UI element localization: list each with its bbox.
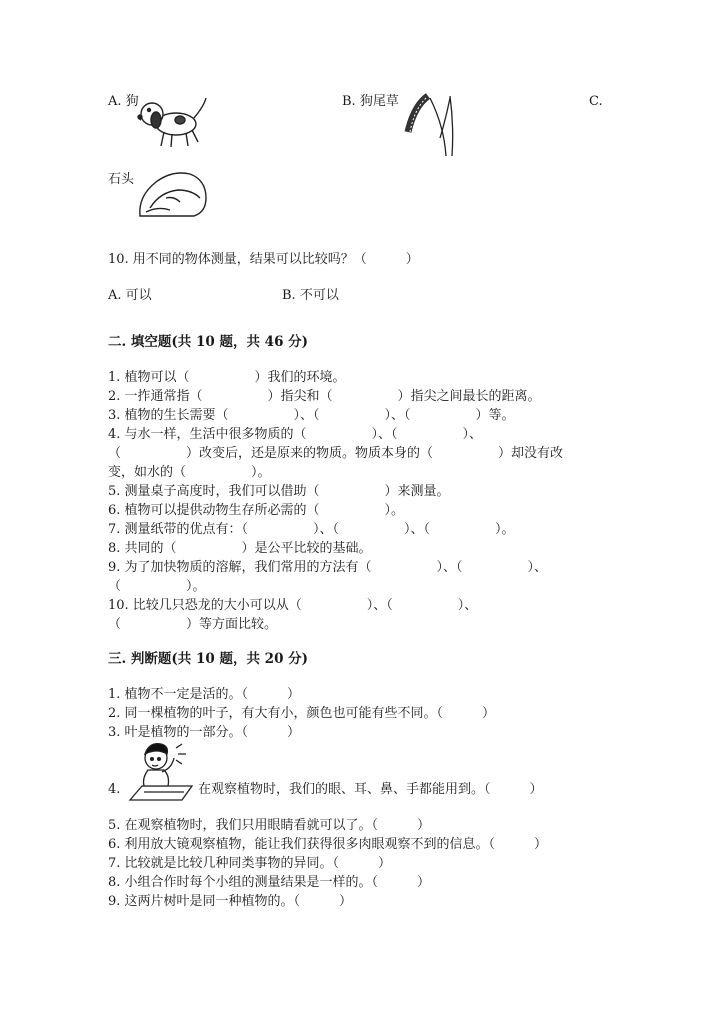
fill-line: 变，如水的（ ）。 (108, 465, 271, 480)
fill-line: （ ）。 (108, 579, 206, 594)
boy-observing-illustration (126, 742, 196, 808)
foxtail-grass-illustration (402, 90, 460, 158)
judge-line: 8. 小组合作时每个小组的测量结果是一样的。（ ） (108, 875, 431, 890)
fill-line: 5. 测量桌子高度时，我们可以借助（ ）来测量。 (108, 484, 450, 499)
option-c: C. (589, 94, 603, 109)
fill-line: 4. 与水一样，生活中很多物质的（ ）、（ ）、 (108, 427, 483, 442)
section-3-title: 三. 判断题(共 10 题，共 20 分) (108, 651, 309, 667)
fill-line: 10. 比较几只恐龙的大小可以从（ ）、（ ）、 (108, 598, 478, 613)
fill-line: 1. 植物可以（ ）我们的环境。 (108, 370, 346, 385)
stone-illustration (136, 168, 210, 222)
judge-line: 7. 比较就是比较几种同类事物的异同。（ ） (108, 856, 392, 871)
option-c-stone: 石头 (108, 172, 135, 187)
fill-line: 6. 植物可以提供动物生存所必需的（ ）。 (108, 503, 405, 518)
fill-line: （ ）改变后，还是原来的物质。物质本身的（ ）却没有改 (108, 446, 564, 461)
judge-line: 2. 同一棵植物的叶子，有大有小，颜色也可能有些不同。（ ） (108, 706, 496, 721)
fill-line: （ ）等方面比较。 (108, 617, 278, 632)
judge-line: 9. 这两片树叶是同一种植物的。（ ） (108, 894, 353, 909)
fill-line: 9. 为了加快物质的溶解，我们常用的方法有（ ）、（ ）、 (108, 560, 548, 575)
judge-q4-number: 4. (108, 782, 121, 797)
section-2-title: 二. 填空题(共 10 题，共 46 分) (108, 334, 309, 350)
judge-line: 6. 利用放大镜观察植物，能让我们获得很多肉眼观察不到的信息。（ ） (108, 837, 548, 852)
question-10-text: 10. 用不同的物体测量，结果可以比较吗？（ ） (108, 252, 419, 267)
fill-line: 2. 一拃通常指（ ）指尖和（ ）指尖之间最长的距离。 (108, 389, 541, 404)
judge-line: 3. 叶是植物的一部分。（ ） (108, 725, 301, 740)
question-10-option-b: B. 不可以 (282, 288, 339, 303)
fill-line: 3. 植物的生长需要（ ）、（ ）、（ ）等。 (108, 408, 515, 423)
option-a-dog: A. 狗 (108, 94, 139, 109)
fill-line: 7. 测量纸带的优点有：（ ）、（ ）、（ ）。 (108, 522, 515, 537)
judge-line: 5. 在观察植物时，我们只用眼睛看就可以了。（ ） (108, 818, 431, 833)
dog-illustration (136, 94, 210, 150)
fill-line: 8. 共同的（ ）是公平比较的基础。 (108, 541, 372, 556)
question-10-option-a: A. 可以 (108, 288, 152, 303)
judge-q4-text: 在观察植物时，我们的眼、耳、鼻、手都能用到。（ ） (198, 782, 543, 797)
option-b-foxtail: B. 狗尾草 (342, 94, 399, 109)
judge-line: 1. 植物不一定是活的。（ ） (108, 687, 301, 702)
